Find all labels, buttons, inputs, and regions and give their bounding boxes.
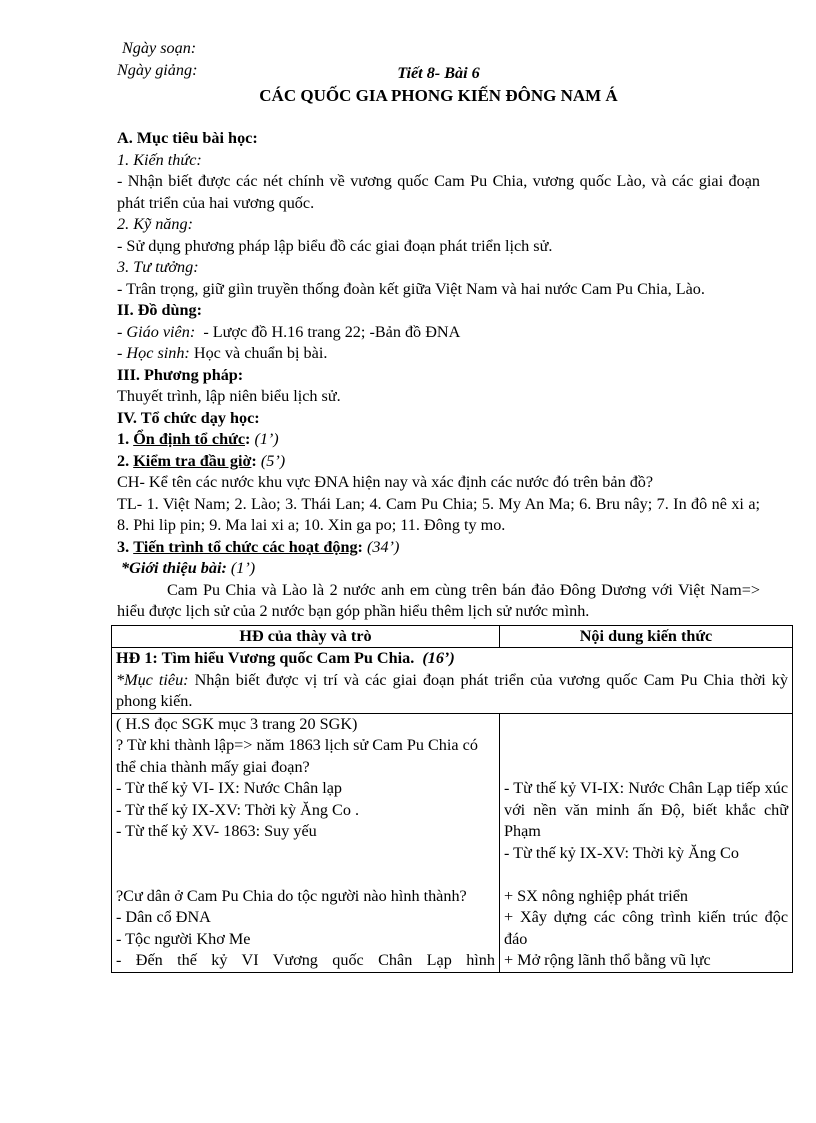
date-taught: Ngày giảng: [117, 60, 198, 79]
col-content-header: Nội dung kiến thức [500, 625, 793, 648]
page-title: CÁC QUỐC GIA PHONG KIẾN ĐÔNG NAM Á [259, 85, 618, 105]
list-item: - Từ thế kỷ VI- IX: Nước Chân lạp [116, 779, 343, 797]
document-page [116, 38, 788, 973]
thought-label: 3. Tư tưởng: [117, 258, 199, 276]
knowledge-text: - Nhận biết được các nét chính về vương quốc Cam Pu Chia, vương quốc Lào, và các giai đoạn phát triển của hai vương quốc. [117, 172, 760, 212]
intro-text: Cam Pu Chia và Lào là 2 nước anh em cùng trên bán đảo Đông Dương với Việt Nam=> hiểu được lịch sử của 2 nước bạn góp phần hiểu thêm lịch sử nước mình. [117, 580, 760, 620]
table-row [112, 713, 793, 972]
teacher-line: - Giáo viên: - Lược đồ H.16 trang 22; -Bản đồ ĐNA [117, 322, 461, 341]
list-item: - Đến thế kỷ VI Vương quốc Chân Lạp hình [116, 951, 495, 969]
section-a-heading: A. Mục tiêu bài học: [117, 129, 258, 147]
list-item: - Dân cổ ĐNA [116, 908, 211, 926]
activity-cell [112, 713, 500, 972]
list-item: ( H.S đọc SGK mục 3 trang 20 SGK) [116, 714, 358, 733]
answer-text: TL- 1. Việt Nam; 2. Lào; 3. Thái Lan; 4. Cam Pu Chia; 5. My An Ma; 6. Bru nây; 7. In đô nê xi a; 8. Phi lip pin; 9. Ma lai xi a; 10. Xin ga po; 11. Đông ty mo. [117, 494, 760, 534]
question-text: CH- Kể tên các nước khu vực ĐNA hiện nay và xác định các nước đó trên bản đồ? [117, 473, 654, 491]
list-item: ? Từ khi thành lập=> năm 1863 lịch sử Cam Pu Chia có thể chia thành mấy giai đoạn? [116, 736, 478, 776]
hd1-row [112, 648, 793, 714]
list-item: - Từ thế kỷ IX-XV: Thời kỳ Ăng Co [504, 843, 739, 862]
list-item: + Mở rộng lãnh thổ bằng vũ lực [504, 951, 711, 969]
date-prepared: Ngày soạn: [122, 39, 197, 57]
hd1-title: HĐ 1: Tìm hiểu Vương quốc Cam Pu Chia. (16’) [116, 649, 455, 667]
thought-text: - Trân trọng, giữ giìn truyền thống đoàn kết giữa Việt Nam và hai nước Cam Pu Chia, Lào. [117, 279, 705, 298]
list-item: - Tộc người Khơ Me [116, 929, 251, 948]
lesson-table [111, 625, 793, 973]
section-4-heading: IV. Tổ chức dạy học: [117, 408, 260, 427]
list-item: ?Cư dân ở Cam Pu Chia do tộc người nào hình thành? [116, 886, 467, 905]
list-item: - Từ thế kỷ XV- 1863: Suy yếu [116, 822, 317, 840]
stabilize-line: 1. Ổn định tổ chức: (1’) [117, 430, 279, 448]
skills-text: - Sử dụng phương pháp lập biểu đồ các giai đoạn phát triển lịch sử. [117, 236, 553, 255]
check-line: 2. Kiểm tra đầu giờ: (5’) [117, 451, 286, 470]
section-3-heading: III. Phương pháp: [117, 365, 244, 384]
process-line: 3. Tiến trình tổ chức các hoạt động: (34’) [117, 537, 400, 556]
student-line: - Học sinh: Học và chuẩn bị bài. [117, 344, 328, 362]
skills-label: 2. Kỹ năng: [117, 215, 193, 233]
col-activity-header: HĐ của thày và trò [112, 625, 500, 648]
knowledge-label: 1. Kiến thức: [117, 150, 202, 169]
list-item: + Xây dựng các công trình kiến trúc độc đáo [504, 908, 788, 948]
section-2-heading: II. Đồ dùng: [117, 301, 203, 319]
lesson-number: Tiết 8- Bài 6 [397, 64, 480, 82]
hd1-cell [112, 648, 793, 714]
content-cell [500, 713, 793, 972]
list-item: - Từ thế kỷ VI-IX: Nước Chân Lạp tiếp xúc với nền văn minh ấn Độ, biết khắc chữ Phạm [504, 779, 788, 840]
intro-line: *Giới thiệu bài: (1’) [121, 559, 256, 577]
list-item: + SX nông nghiệp phát triển [504, 886, 689, 905]
list-item: - Từ thế kỷ IX-XV: Thời kỳ Ăng Co . [116, 800, 360, 819]
table-header-row [112, 625, 793, 648]
hd1-objective: *Mục tiêu: Nhận biết được vị trí và các giai đoạn phát triển của vương quốc Cam Pu Chia thời kỳ phong kiến. [116, 670, 788, 710]
method-text: Thuyết trình, lập niên biểu lịch sử. [117, 387, 341, 405]
